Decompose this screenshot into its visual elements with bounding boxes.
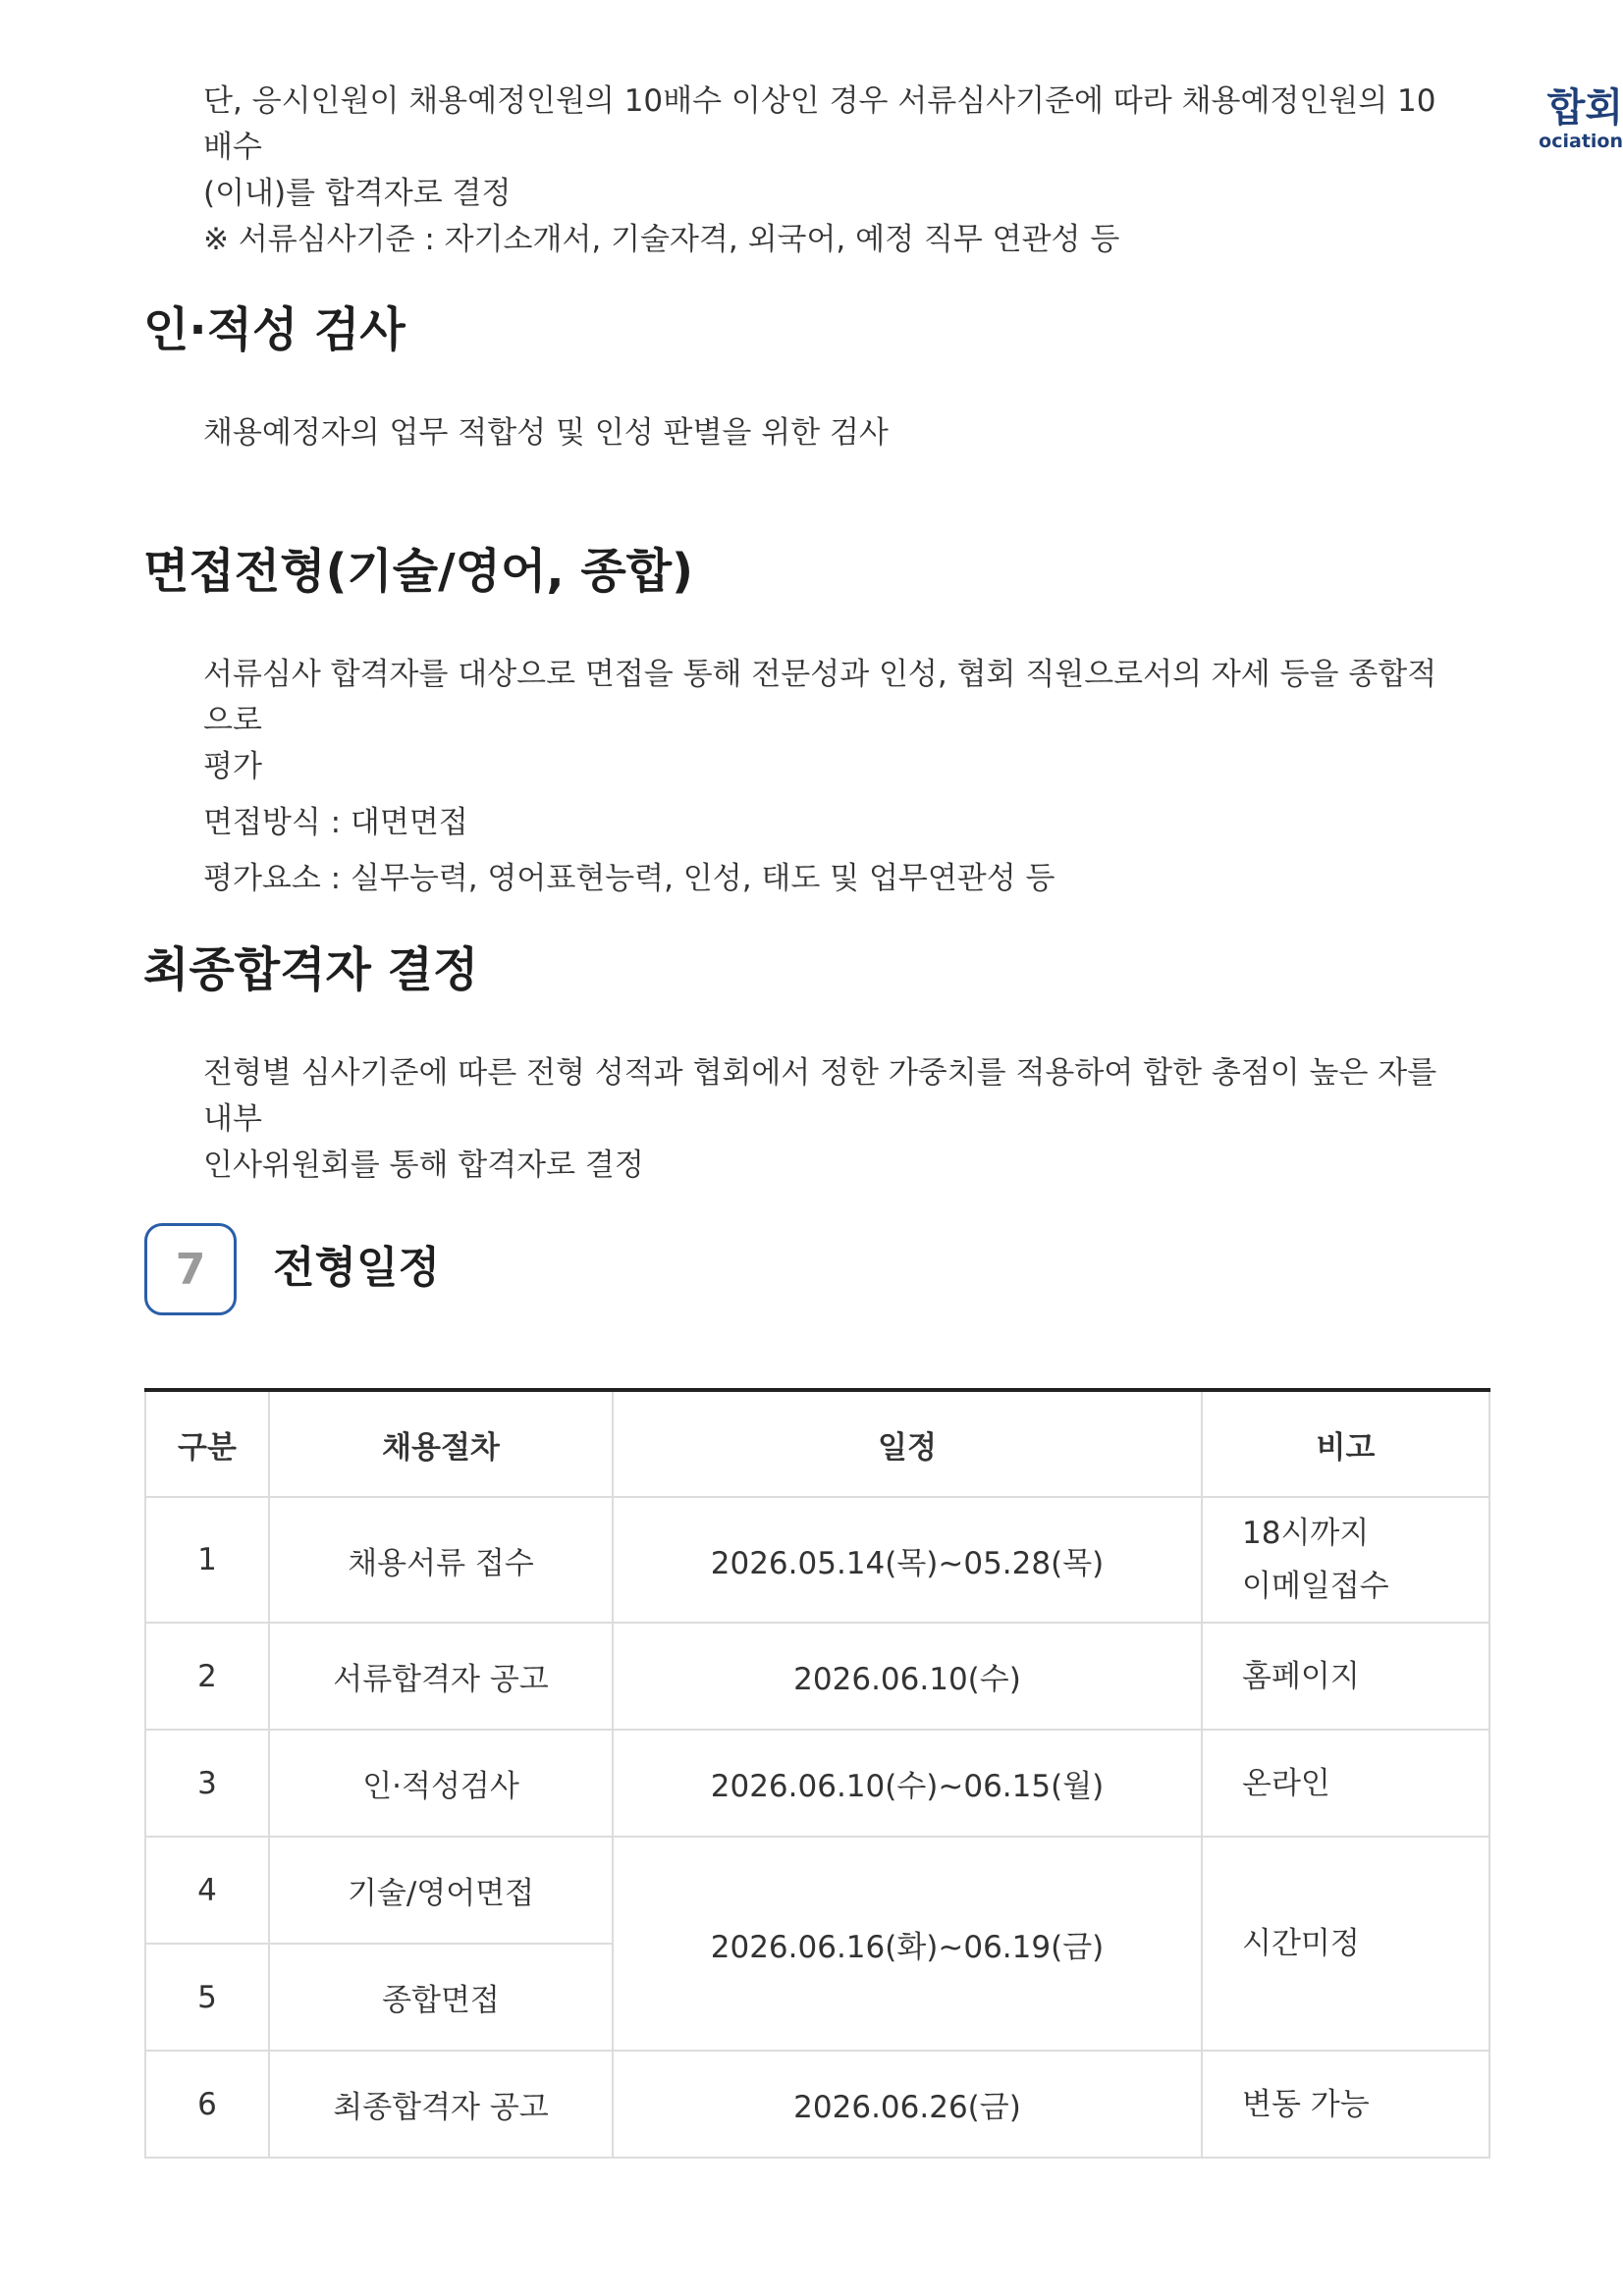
intro-line-3: ※ 서류심사기준 : 자기소개서, 기술자격, 외국어, 예정 직무 연관성 등 <box>203 222 1120 257</box>
row-date: 2026.05.14(목)~05.28(목) <box>613 1497 1202 1623</box>
aptitude-heading: 인·적성 검사 <box>143 302 406 357</box>
section-number-badge: 7 <box>144 1223 237 1315</box>
header-date: 일정 <box>613 1390 1202 1497</box>
logo-subtext: ociation <box>1539 131 1623 152</box>
row-step: 서류합격자 공고 <box>269 1623 613 1730</box>
logo <box>1525 86 1623 153</box>
final-line-1: 전형별 심사기준에 따른 전형 성적과 협회에서 정한 가중치를 적용하여 합한 총점이 높은 자를 내부 <box>203 1055 1437 1137</box>
row-no: 5 <box>145 1944 269 2051</box>
interview-method: 면접방식 : 대면면접 <box>203 805 468 840</box>
row-note: 시간미정 <box>1202 1837 1489 2051</box>
interview-criteria: 평가요소 : 실무능력, 영어표현능력, 인성, 태도 및 업무연관성 등 <box>203 861 1055 896</box>
row-step: 최종합격자 공고 <box>269 2051 613 2158</box>
row-note: 홈페이지 <box>1202 1623 1489 1730</box>
table-header-row <box>145 1390 1489 1497</box>
interview-text <box>203 652 1460 902</box>
table-row <box>145 1497 1489 1623</box>
header-no: 구분 <box>145 1390 269 1497</box>
table-row <box>145 2051 1489 2158</box>
logo-text: 합회 <box>1546 86 1623 131</box>
intro-line-2: (이내)를 합격자로 결정 <box>203 176 512 211</box>
table-row <box>145 1837 1489 1944</box>
header-note: 비고 <box>1202 1390 1489 1497</box>
row-date: 2026.06.16(화)~06.19(금) <box>613 1837 1202 2051</box>
interview-line-1: 서류심사 합격자를 대상으로 면접을 통해 전문성과 인성, 협회 직원으로서의 자세 등을 종합적으로 <box>203 657 1437 738</box>
interview-line-2: 평가 <box>203 749 262 784</box>
section-title: 전형일정 <box>273 1243 441 1293</box>
final-line-2: 인사위원회를 통해 합격자로 결정 <box>203 1148 644 1183</box>
row-no: 2 <box>145 1623 269 1730</box>
row-step: 인·적성검사 <box>269 1730 613 1837</box>
row-no: 1 <box>145 1497 269 1623</box>
row-note: 온라인 <box>1202 1730 1489 1837</box>
intro-line-1: 단, 응시인원이 채용예정인원의 10배수 이상인 경우 서류심사기준에 따라 채용예정인원의 10배수 <box>203 83 1436 165</box>
table-row <box>145 1623 1489 1730</box>
row-no: 4 <box>145 1837 269 1944</box>
header-step: 채용절차 <box>269 1390 613 1497</box>
row-note <box>1202 1497 1489 1623</box>
row-date: 2026.06.10(수)~06.15(월) <box>613 1730 1202 1837</box>
row-no: 6 <box>145 2051 269 2158</box>
final-text <box>203 1050 1460 1189</box>
aptitude-text: 채용예정자의 업무 적합성 및 인성 판별을 위한 검사 <box>203 415 889 451</box>
final-heading: 최종합격자 결정 <box>143 942 479 997</box>
row-step: 종합면접 <box>269 1944 613 2051</box>
interview-heading: 면접전형(기술/영어, 종합) <box>143 544 694 599</box>
row-date: 2026.06.10(수) <box>613 1623 1202 1730</box>
schedule-table <box>144 1388 1490 2159</box>
row-date: 2026.06.26(금) <box>613 2051 1202 2158</box>
row-step: 채용서류 접수 <box>269 1497 613 1623</box>
row-note: 변동 가능 <box>1202 2051 1489 2158</box>
table-row <box>145 1730 1489 1837</box>
intro-text <box>203 79 1460 263</box>
row-step: 기술/영어면접 <box>269 1837 613 1944</box>
row-note-line-1: 18시까지 <box>1242 1516 1370 1551</box>
row-no: 3 <box>145 1730 269 1837</box>
row-note-line-2: 이메일접수 <box>1242 1569 1389 1604</box>
